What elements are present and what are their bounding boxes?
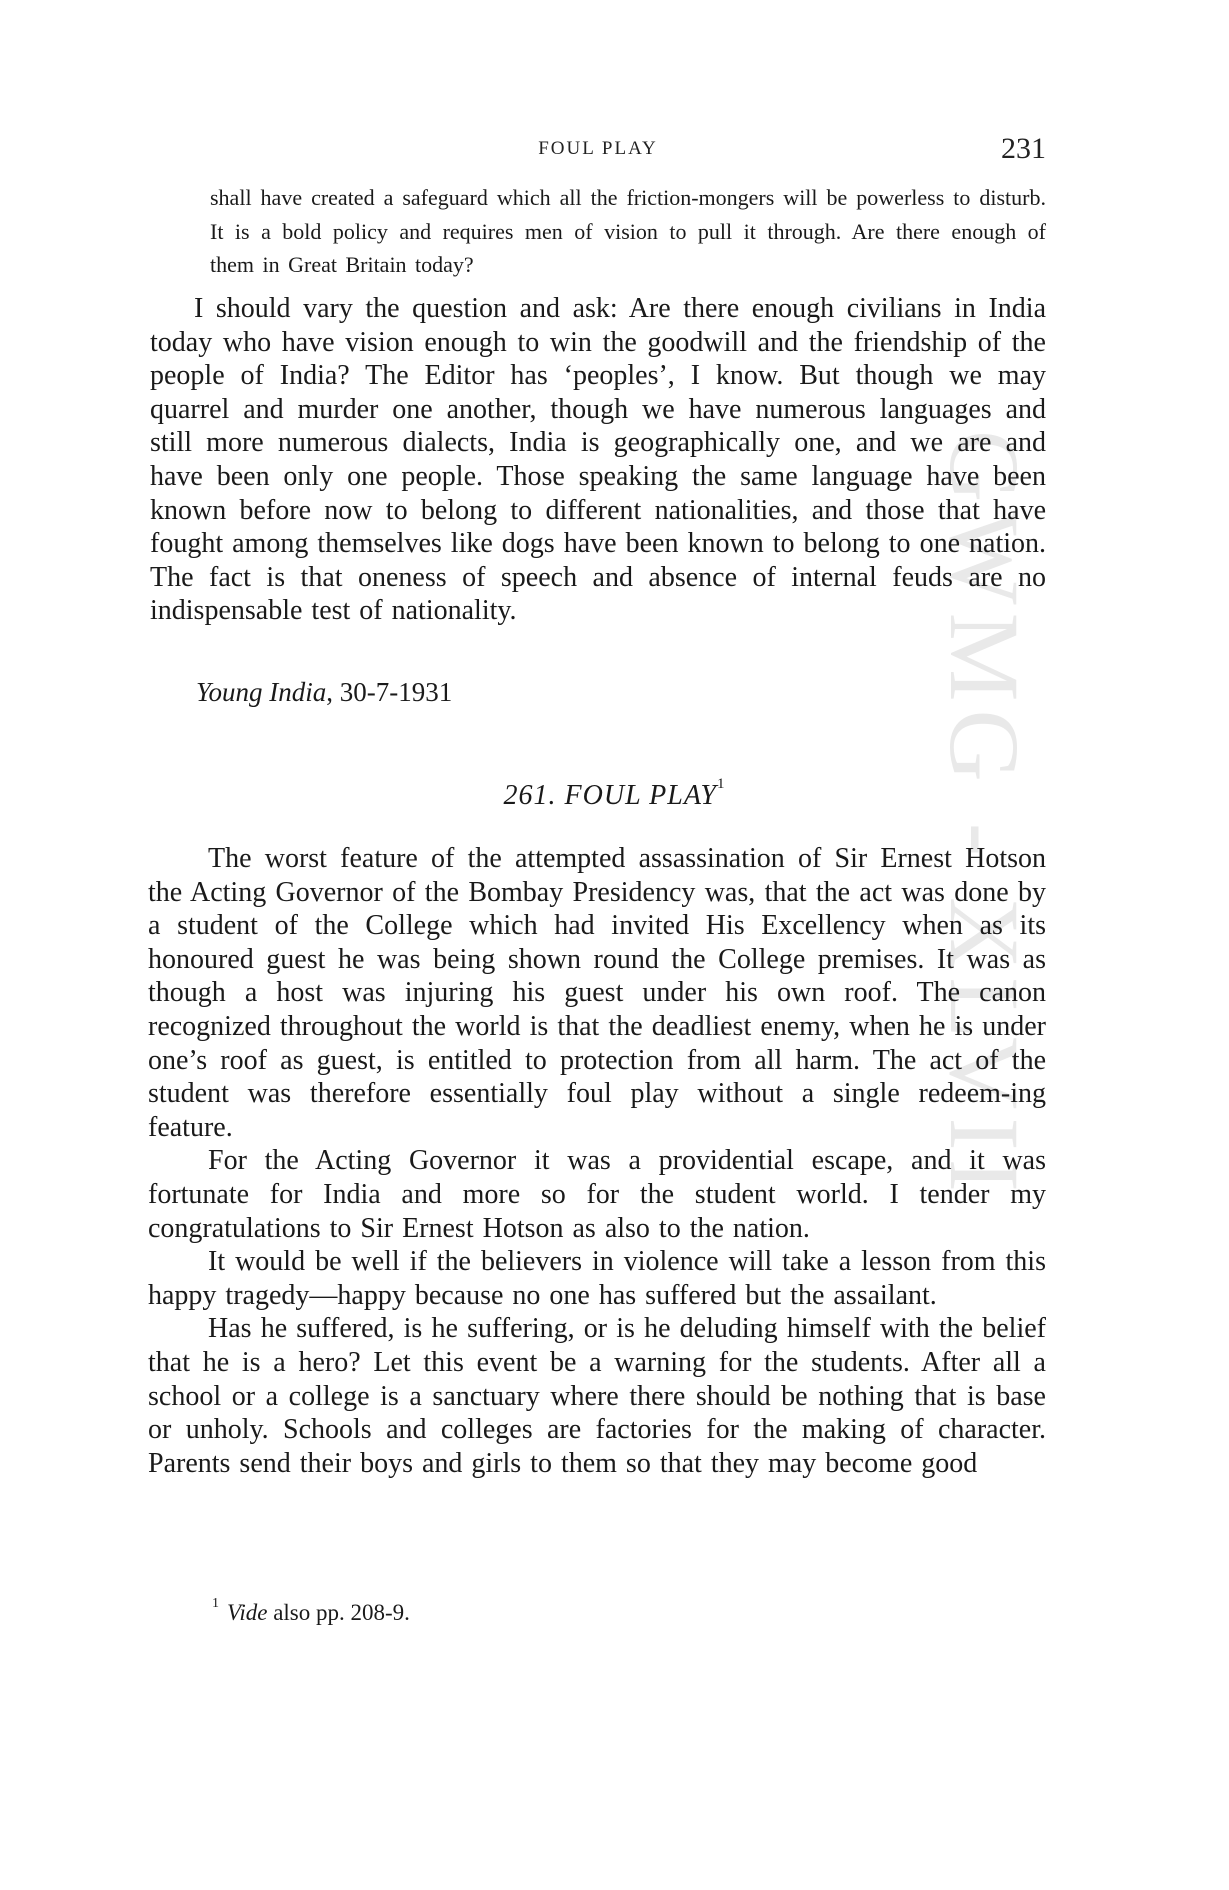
paragraph: The worst feature of the attempted assassination of Sir Ernest Hotson the Acting Governor of the Bombay Presidency was, that the act was done by a student of the College which had invited His Excellency when as its honoured guest he was being shown round the College premises. It was as though a host was injuring his guest under his own roof. The canon recognized throughout the world is that the deadliest enemy, when he is under one’s roof as guest, is entitled to protection from all harm. The act of the student was therefore essentially foul play without a single redeem-ing feature. [148, 843, 1046, 1143]
article-title: 261. FOUL PLAY [503, 780, 717, 811]
footnote-reference[interactable]: 1 [716, 776, 726, 792]
article-heading [0, 776, 1229, 812]
running-title: FOUL PLAY [538, 138, 658, 159]
paragraph: I should vary the question and ask: Are there enough civilians in India today who have vision enough to win the goodwill and the friendship of the people of India? The Editor has ‘peoples’, I know. But though we may quarrel and murder one another, though we have numerous languages and still more numerous dialects, India is geographically one, and we are and have been only one people. Those speaking the same language have been known before now to belong to different nationalities, and those that have fought among themselves like dogs have been known to belong to one nation. The fact is that oneness of speech and absence of internal feuds are no indispensable test of nationality. [150, 293, 1046, 627]
footnote-vide: Vide [227, 1600, 268, 1625]
body-text-continued [150, 292, 1046, 628]
paragraph: Has he suffered, is he suffering, or is he deluding himself with the belief that he is a hero? Let this event be a warning for the students. After all a school or a college is a sanctuary where there should be nothing that is base or unholy. Schools and colleges are factories for the making of character. Parents send their boys and girls to them so that they may become good [148, 1313, 1046, 1479]
source-publication: Young India [196, 677, 327, 707]
running-head [150, 132, 1046, 168]
footnote [212, 1596, 410, 1626]
watermark: GWMG - XLVII [929, 430, 1040, 1200]
source-citation [196, 677, 452, 708]
quote-paragraph: shall have created a safeguard which all the friction-mongers will be powerless to disturb. It is a bold policy and requires men of vision to pull it through. Are there enough of them in Great Britain today? [210, 185, 1046, 277]
footnote-marker: 1 [212, 1596, 219, 1612]
paragraph: It would be well if the believers in violence will take a lesson from this happy tragedy—happy because no one has suffered but the assailant. [148, 1246, 1046, 1311]
page-number: 231 [1001, 132, 1046, 165]
block-quote [210, 181, 1046, 282]
article-body [148, 842, 1046, 1480]
paragraph: For the Acting Governor it was a providential escape, and it was fortunate for India and more so for the student world. I tender my congratulations to Sir Ernest Hotson as also to the nation. [148, 1145, 1046, 1244]
source-date: , 30-7-1931 [326, 677, 453, 707]
footnote-text: also pp. 208-9. [267, 1600, 410, 1625]
